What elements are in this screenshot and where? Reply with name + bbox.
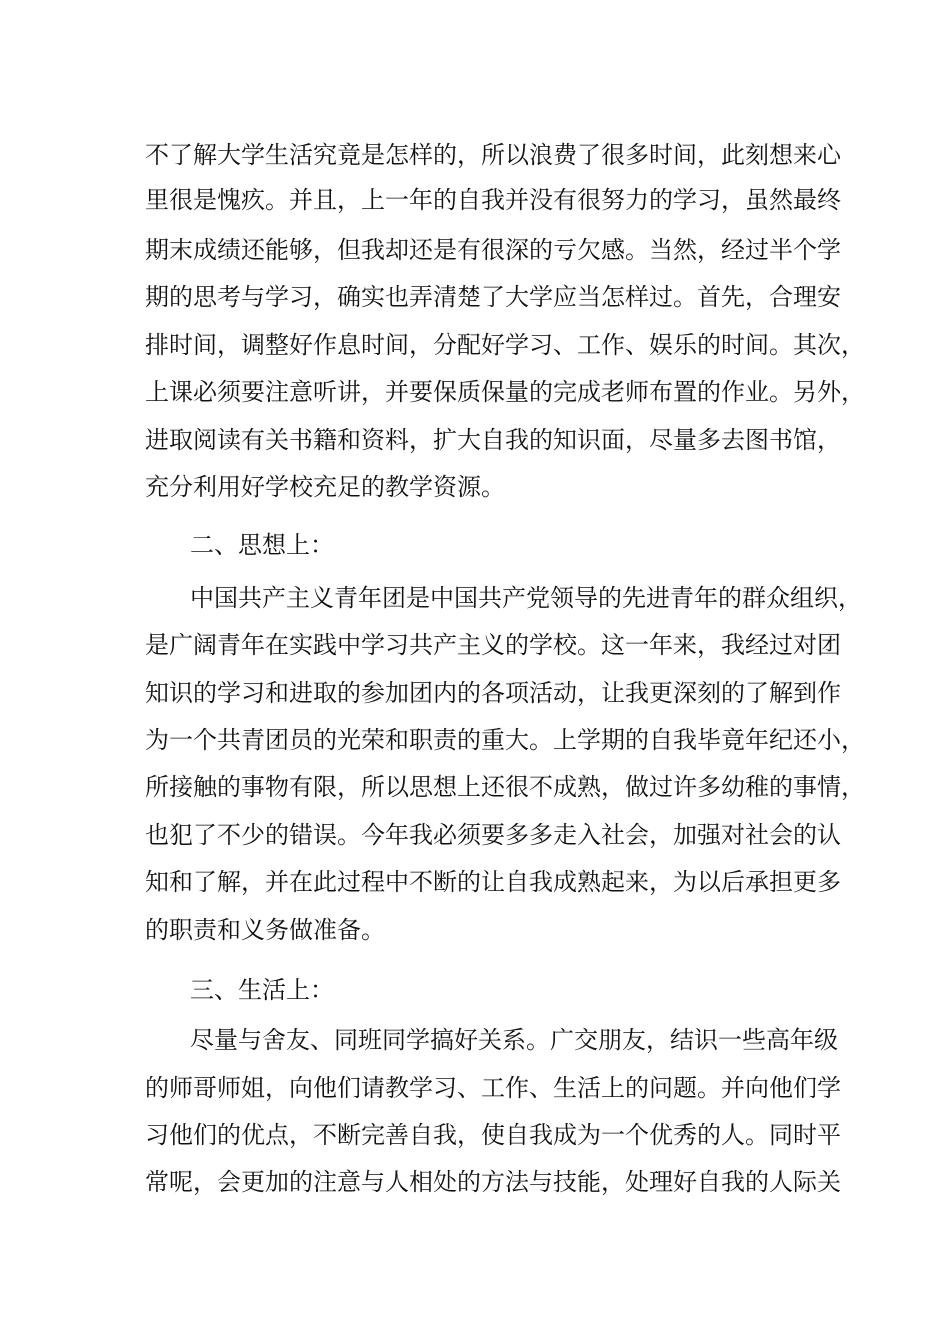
paragraph-line: 的职责和义务做准备。 [145, 916, 385, 944]
paragraph-line: 里很是愧疚。并且，上一年的自我并没有很努力的学习，虽然最终 [145, 186, 841, 214]
paragraph-line: 不了解大学生活究竟是怎样的，所以浪费了很多时间，此刻想来心 [145, 141, 841, 169]
paragraph-line: 所接触的事物有限，所以思想上还很不成熟，做过许多幼稚的事情， [145, 773, 865, 801]
paragraph-line: 习他们的优点，不断完善自我，使自我成为一个优秀的人。同时平 [145, 1121, 841, 1149]
paragraph-line: 是广阔青年在实践中学习共产主义的学校。这一年来，我经过对团 [145, 631, 841, 659]
paragraph-line: 上课必须要注意听讲，并要保质保量的完成老师布置的作业。另外， [145, 378, 865, 406]
paragraph-line: 尽量与舍友、同班同学搞好关系。广交朋友，结识一些高年级 [190, 1026, 838, 1054]
paragraph-line: 中国共产主义青年团是中国共产党领导的先进青年的群众组织， [190, 584, 862, 612]
paragraph-line: 常呢，会更加的注意与人相处的方法与技能，处理好自我的人际关 [145, 1168, 841, 1196]
paragraph-line: 也犯了不少的错误。今年我必须要多多走入社会，加强对社会的认 [145, 821, 841, 849]
paragraph-line: 期末成绩还能够，但我却还是有很深的亏欠感。当然，经过半个学 [145, 236, 841, 264]
paragraph-line: 知和了解，并在此过程中不断的让自我成熟起来，为以后承担更多 [145, 868, 841, 896]
paragraph-line: 排时间，调整好作息时间，分配好学习、工作、娱乐的时间。其次， [145, 331, 865, 359]
paragraph-line: 为一个共青团员的光荣和职责的重大。上学期的自我毕竟年纪还小， [145, 726, 865, 754]
section-heading-life: 三、生活上： [190, 976, 334, 1004]
paragraph-line: 期的思考与学习，确实也弄清楚了大学应当怎样过。首先，合理安 [145, 283, 841, 311]
paragraph-line: 进取阅读有关书籍和资料，扩大自我的知识面，尽量多去图书馆， [145, 426, 841, 454]
paragraph-line: 充分利用好学校充足的教学资源。 [145, 473, 505, 501]
paragraph-line: 知识的学习和进取的参加团内的各项活动，让我更深刻的了解到作 [145, 679, 841, 707]
section-heading-thought: 二、思想上： [190, 531, 334, 559]
paragraph-line: 的师哥师姐，向他们请教学习、工作、生活上的问题。并向他们学 [145, 1074, 841, 1102]
